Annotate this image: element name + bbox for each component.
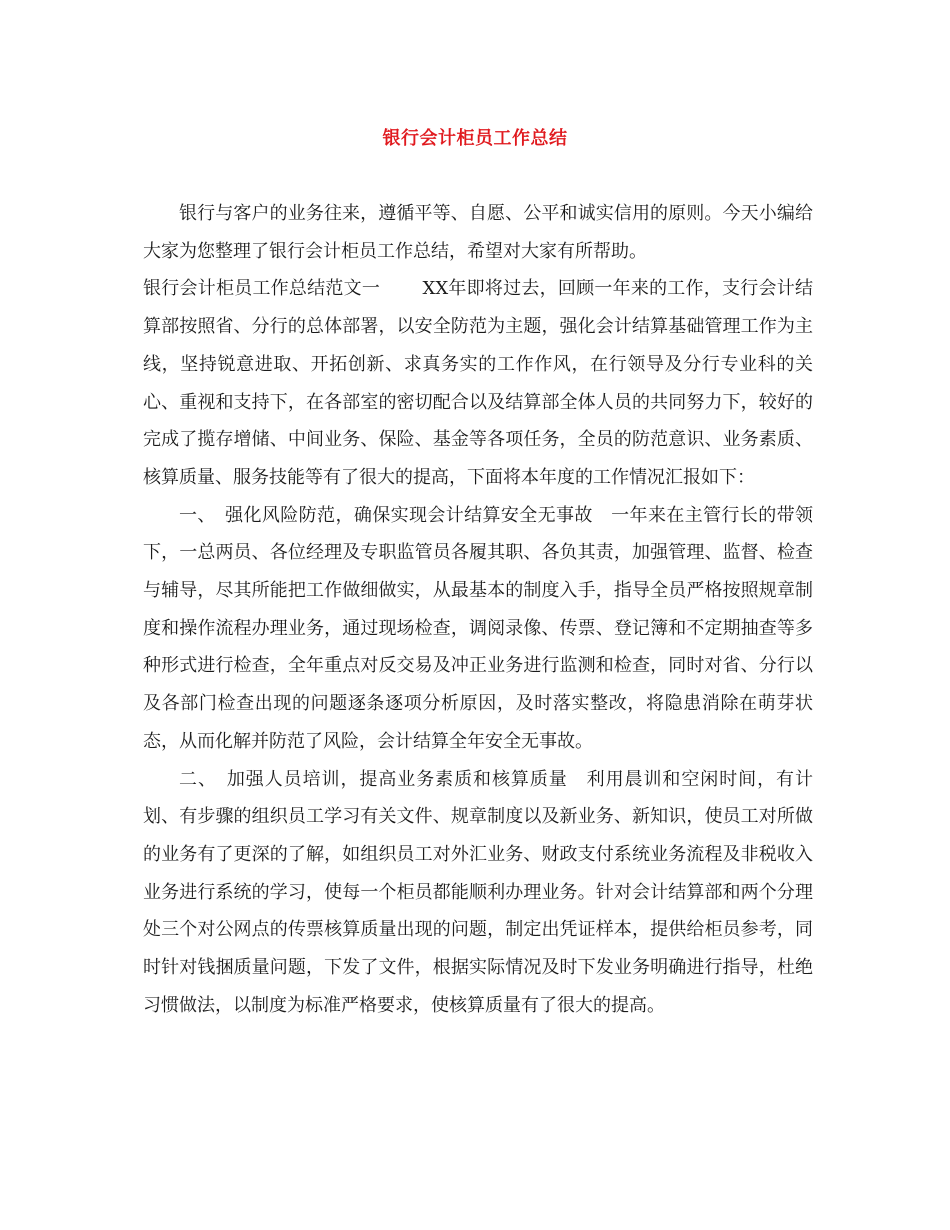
document-title: 银行会计柜员工作总结 [382, 128, 568, 149]
intro-paragraph: 银行与客户的业务往来，遵循平等、自愿、公平和诚实信用的原则。今天小编给大家为您整理了银行会计柜员工作总结，希望对大家有所帮助。 [143, 203, 813, 262]
section-two-paragraph: 二、 加强人员培训，提高业务素质和核算质量 利用晨训和空闲时间，有计划、有步骤的组织员工学习有关文件、规章制度以及新业务、新知识，使员工对所做的业务有了更深的了解，如组织员工对外汇业务、财政支付系统业务流程及非税收入业务进行系统的学习，使每一个柜员都能顺利办理业务。针对会计结算部和两个分理处三个对公网点的传票核算质量出现的问题，制定出凭证样本，提供给柜员参考，同时针对钱捆质量问题，下发了文件，根据实际情况及时下发业务明确进行指导，杜绝习惯做法，以制度为标准严格要求，使核算质量有了很大的提高。 [143, 768, 813, 1016]
document-body [143, 195, 813, 1024]
summary-paragraph: 银行会计柜员工作总结范文一 XX年即将过去，回顾一年来的工作，支行会计结算部按照省、分行的总体部署，以安全防范为主题，强化会计结算基础管理工作为主线，坚持锐意进取、开拓创新、求真务实的工作作风，在行领导及分行专业科的关心、重视和支持下，在各部室的密切配合以及结算部全体人员的共同努力下，较好的完成了揽存增储、中间业务、保险、基金等各项任务，全员的防范意识、业务素质、核算质量、服务技能等有了很大的提高，下面将本年度的工作情况汇报如下： [143, 278, 813, 488]
section-one-paragraph: 一、 强化风险防范，确保实现会计结算安全无事故 一年来在主管行长的带领下，一总两员、各位经理及专职监管员各履其职、各负其责，加强管理、监督、检查与辅导，尽其所能把工作做细做实，从最基本的制度入手，指导全员严格按照规章制度和操作流程办理业务，通过现场检查，调阅录像、传票、登记簿和不定期抽查等多种形式进行检查，全年重点对反交易及冲正业务进行监测和检查，同时对省、分行以及各部门检查出现的问题逐条逐项分析原因，及时落实整改，将隐患消除在萌芽状态，从而化解并防范了风险，会计结算全年安全无事故。 [143, 504, 813, 752]
